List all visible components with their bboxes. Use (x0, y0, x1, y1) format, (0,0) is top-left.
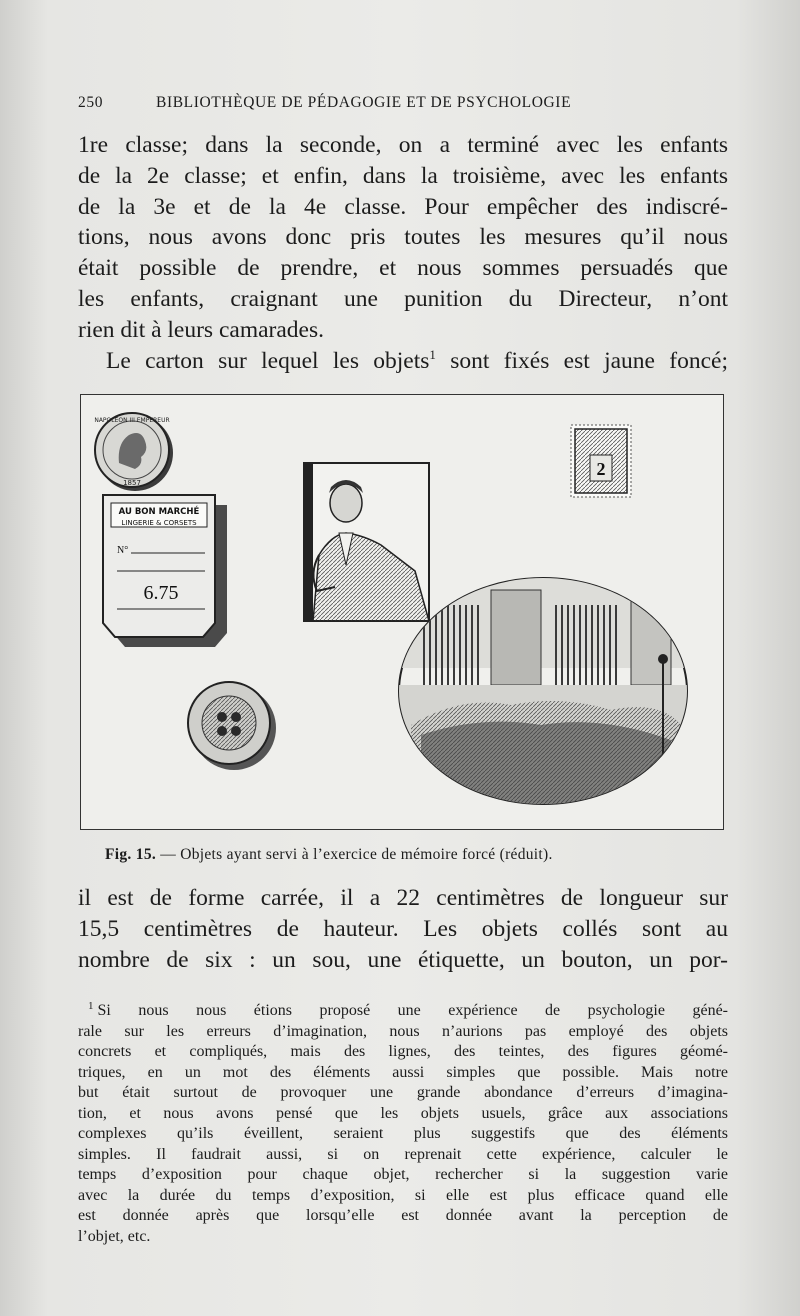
first-line-prefix: 1re (78, 132, 109, 158)
coin-illustration (94, 413, 173, 491)
text-line: tions, nous avons donc pris toutes les mesures qu’il nous (78, 224, 728, 251)
footnote-line: complexes qu’ils éveillent, seraient plus suggestifs que des éléments (78, 1125, 728, 1142)
footnote-line: rale sur les erreurs d’imagination, nous n’aurions pas employé des objets (78, 1022, 728, 1040)
text-line: de la 3e et de la 4e classe. Pour empêcher des indiscré- (78, 193, 728, 220)
caption-text: — Objets ayant servi à l’exercice de mémoire forcé (réduit). (160, 846, 553, 863)
footnote-line: est donnée après que lorsqu’elle est donnée avant la perception de (78, 1207, 728, 1224)
running-title: BIBLIOTHÈQUE DE PÉDAGOGIE ET DE PSYCHOLOGIE (156, 94, 572, 111)
text-line: les enfants, craignant une punition du Directeur, n’ont (78, 285, 728, 312)
figure-number: Fig. 15. (105, 846, 157, 863)
text-line: de la 2e classe; et enfin, dans la troisième, avec les enfants (78, 162, 728, 189)
footnote-line: tion, et nous avons pensé que les objets usuels, grâce aux associations (78, 1104, 728, 1122)
footnote-marker: 1 (88, 1000, 94, 1012)
text-line-carton: Le carton sur lequel les objets$^1$ sont fixés est jaune foncé; (106, 346, 728, 374)
figure-caption (105, 846, 725, 864)
paragraph-continuation (78, 130, 728, 376)
text-line: 15,5 centimètres de hauteur. Les objets collés sont au (78, 915, 728, 942)
footnote-line: l’objet, etc. (78, 1227, 151, 1245)
stamp-value: 2 (596, 459, 606, 479)
button-illustration (188, 682, 276, 770)
price-label (103, 495, 227, 647)
label-price: 6.75 (143, 582, 179, 604)
coin-inscription: NAPOLEON III EMPEREUR (94, 417, 170, 424)
paragraph-after-figure (78, 883, 728, 975)
crowd-scene-engraving (399, 578, 687, 805)
figure-illustration (81, 395, 722, 828)
footnote-line: avec la durée du temps d’exposition, si elle est plus efficace quand elle (78, 1186, 728, 1204)
footnote-line: simples. Il faudrait aussi, si on reprenait cette expérience, calculer le (78, 1145, 728, 1163)
portrait-engraving (304, 463, 429, 621)
coin-year: 1857 (123, 479, 141, 487)
footnote (78, 996, 728, 1247)
running-header (78, 94, 678, 112)
footnote-line: triques, en un mot des éléments aussi simples que possible. Mais notre (78, 1063, 728, 1081)
footnote-line: but était surtout de provoquer une grande abondance d’erreurs d’imagina- (78, 1084, 728, 1101)
figure-15 (80, 394, 724, 830)
text-line: nombre de six : un sou, une étiquette, un bouton, un por- (78, 946, 728, 973)
text-line: était possible de prendre, et nous sommes persuadés que (78, 255, 728, 282)
footnote-line: $^1$ Si nous nous étions proposé une expérience de psychologie géné- (88, 1000, 728, 1019)
text-line: rien dit à leurs camarades. (78, 316, 324, 343)
footnote-line: temps d’exposition pour chaque objet, rechercher si la suggestion varie (78, 1166, 728, 1183)
label-number-field: N° (117, 545, 129, 556)
postage-stamp (571, 425, 631, 497)
page-number: 250 (78, 94, 104, 111)
label-store-name: AU BON MARCHÉ (118, 507, 200, 517)
text-line: 1re classe; dans la seconde, on a terminé avec les enfants (78, 132, 729, 158)
label-department: LINGERIE & CORSETS (121, 519, 197, 527)
footnote-line: concrets et compliqués, mais des lignes, des teintes, des figures géomé- (78, 1043, 728, 1060)
footnote-reference: 1 (429, 346, 436, 362)
text-line: il est de forme carrée, il a 22 centimètres de longueur sur (78, 885, 728, 911)
